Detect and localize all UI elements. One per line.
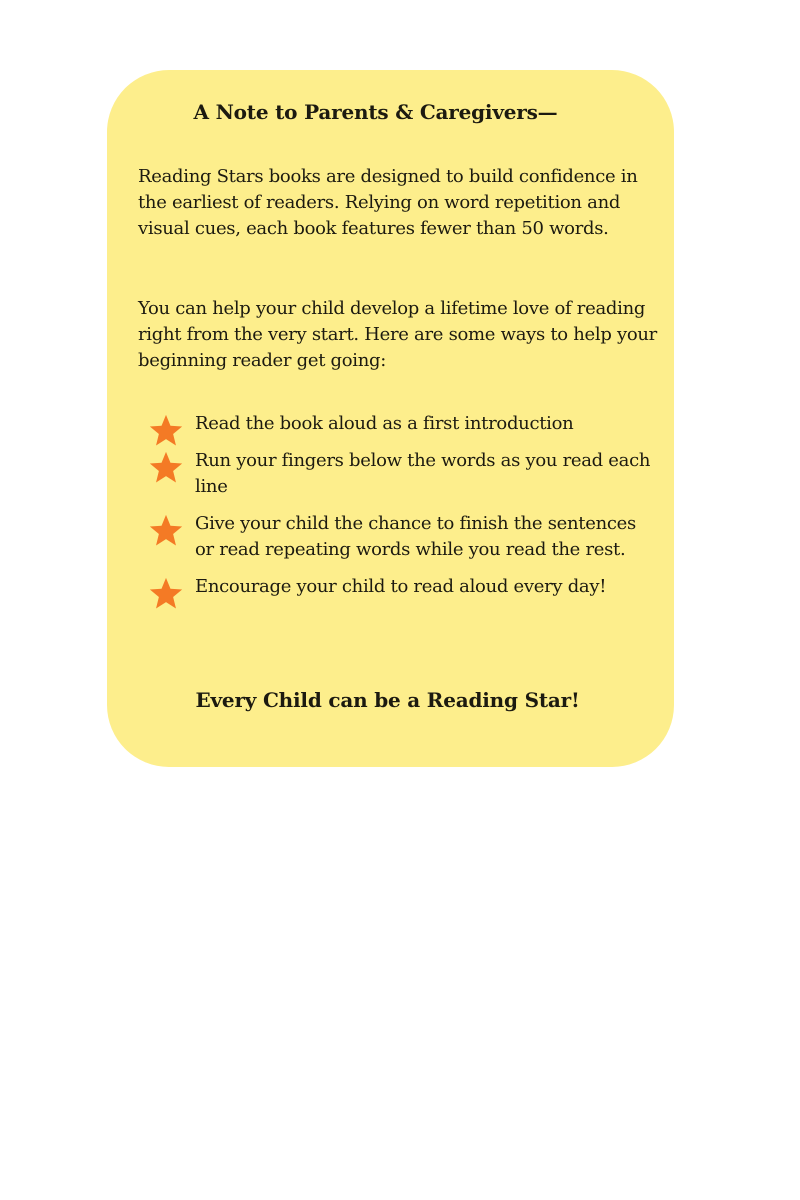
star-icon bbox=[147, 449, 185, 487]
parents-note-card bbox=[107, 70, 674, 767]
help-paragraph: You can help your child develop a lifetime love of reading right from the very start. Here are some ways to help your beginning reader get going: bbox=[138, 298, 657, 371]
tip-text: Give your child the chance to finish the sentences or read repeating words while you read the rest. bbox=[195, 513, 636, 560]
star-icon bbox=[147, 512, 185, 550]
star-icon bbox=[147, 412, 185, 450]
tips-list bbox=[147, 411, 657, 611]
list-item bbox=[147, 511, 657, 563]
closing-line: Every Child can be a Reading Star! bbox=[195, 688, 580, 712]
star-icon bbox=[147, 575, 185, 613]
tip-text: Run your fingers below the words as you read each line bbox=[195, 450, 651, 497]
list-item bbox=[147, 411, 657, 437]
list-item bbox=[147, 574, 657, 600]
intro-paragraph: Reading Stars books are designed to build confidence in the earliest of readers. Relying on word repetition and visual cues, each book features fewer than 50 words. bbox=[138, 166, 638, 239]
tip-text: Encourage your child to read aloud every day! bbox=[195, 576, 607, 597]
note-title: A Note to Parents & Caregivers— bbox=[193, 100, 558, 124]
list-item bbox=[147, 448, 657, 500]
tip-text: Read the book aloud as a first introduction bbox=[195, 413, 574, 434]
